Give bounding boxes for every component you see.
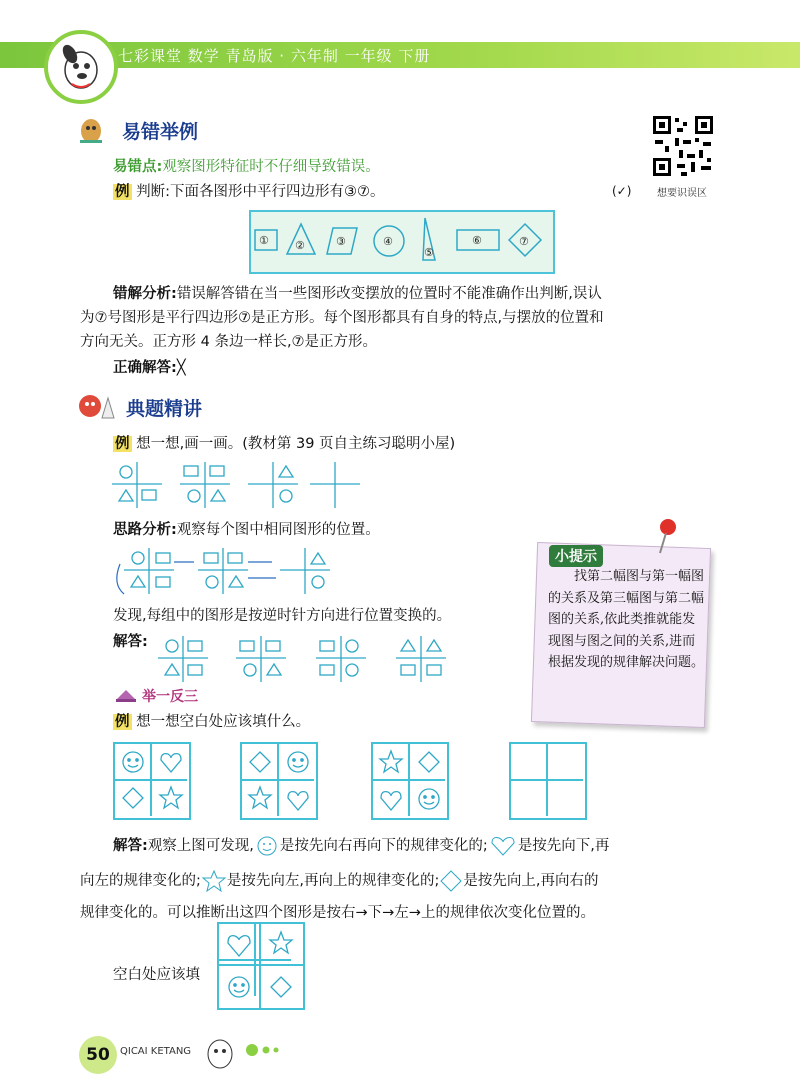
cook-mascot-icon <box>76 114 106 144</box>
mascot-logo <box>44 30 118 104</box>
example2-text: 想一想,画一画。(教材第 39 页自主练习聪明小屋) <box>136 436 456 452</box>
correct-label: 正确解答: <box>113 360 177 376</box>
example-label: 例 <box>115 184 130 200</box>
correct-value: ╳ <box>176 360 186 376</box>
error-text: 观察图形特征时不仔细导致错误。 <box>162 159 380 175</box>
thinking-text: 观察每个图中相同图形的位置。 <box>176 522 380 538</box>
shape-num-3: ③ <box>336 235 346 248</box>
pattern-grid-shapes <box>113 742 593 822</box>
page-number: 50 <box>79 1036 117 1074</box>
answer-mark: (✓) <box>612 184 632 198</box>
shape-num-1: ① <box>259 234 269 247</box>
inline-smiley-icon <box>254 835 280 857</box>
book-icon <box>114 686 138 704</box>
answer3-line3: 规律变化的。可以推断出这四个图形是按右→下→左→上的规律依次变化位置的。 <box>80 905 595 921</box>
example3-text: 想一想空白处应该填什么。 <box>136 714 311 730</box>
thinking-label: 思路分析: <box>113 522 177 538</box>
header-title: 七彩课堂 数学 青岛版 · 六年制 一年级 下册 <box>118 47 431 65</box>
answer3-line2-b: 是按先向左,再向上的规律变化的; <box>226 873 440 889</box>
inline-diamond-icon <box>439 870 463 892</box>
inline-heart-icon <box>488 835 518 857</box>
inline-star-icon <box>201 870 227 892</box>
qr-caption: 想要识误区 <box>657 188 707 199</box>
section-title-common-mistakes: 易错举例 <box>122 121 199 143</box>
answer3-line1-a: 观察上图可发现, <box>147 838 254 854</box>
example3-label: 例 <box>115 714 130 730</box>
tip-text: 找第二幅图与第一幅图的关系及第三幅图与第二幅图的关系,依此类推就能发现图与图之间的关系,进而根据发现的规律解决问题。 <box>548 569 705 670</box>
shapes-row <box>249 210 555 274</box>
shape-num-6: ⑥ <box>472 234 482 247</box>
answer-pattern-shapes <box>217 922 305 1010</box>
footer-mascot-dots <box>200 1026 290 1076</box>
answer3-line1-b: 是按先向右再向下的规律变化的; <box>279 838 488 854</box>
qr-code <box>651 114 715 178</box>
rotation-diagram <box>110 544 350 600</box>
shape-num-2: ② <box>295 239 305 252</box>
example2-label: 例 <box>115 436 130 452</box>
answer3-line2-a: 向左的规律变化的; <box>80 873 201 889</box>
analysis-line-2: 为⑦号图形是平行四边形⑦是正方形。每个图形都具有自身的特点,与摆放的位置和 <box>80 310 604 326</box>
section-title-key-examples: 典题精讲 <box>126 398 203 420</box>
puzzle-grids <box>110 460 370 510</box>
analysis-line-1: 错误解答错在当一些图形改变摆放的位置时不能准确作出判断,误认 <box>176 286 602 302</box>
analysis-label: 错解分析: <box>113 286 177 302</box>
analysis-line-3: 方向无关。正方形 4 条边一样长,⑦是正方形。 <box>80 334 378 350</box>
shape-num-5: ⑤ <box>424 246 434 259</box>
section-title-practice: 举一反三 <box>142 689 198 705</box>
answer3-line1-c: 是按先向下,再 <box>517 838 610 854</box>
answer3-line2-c: 是按先向上,再向右的 <box>463 873 599 889</box>
shape-num-4: ④ <box>383 235 393 248</box>
fill-label: 空白处应该填 <box>113 967 200 983</box>
answer3-label: 解答: <box>113 838 148 854</box>
answer2-label: 解答: <box>113 634 148 650</box>
shape-num-7: ⑦ <box>519 235 529 248</box>
apple-mascot-icon <box>76 390 116 420</box>
error-label: 易错点: <box>113 159 163 175</box>
example-text: 判断:下面各图形中平行四边形有③⑦。 <box>136 184 385 200</box>
answer-grids <box>156 634 456 684</box>
finding-text: 发现,每组中的图形是按逆时针方向进行位置变换的。 <box>113 608 452 624</box>
pushpin-icon <box>652 517 682 557</box>
tip-title: 小提示 <box>549 545 603 567</box>
footer-brand: QICAI KETANG <box>120 1046 192 1057</box>
